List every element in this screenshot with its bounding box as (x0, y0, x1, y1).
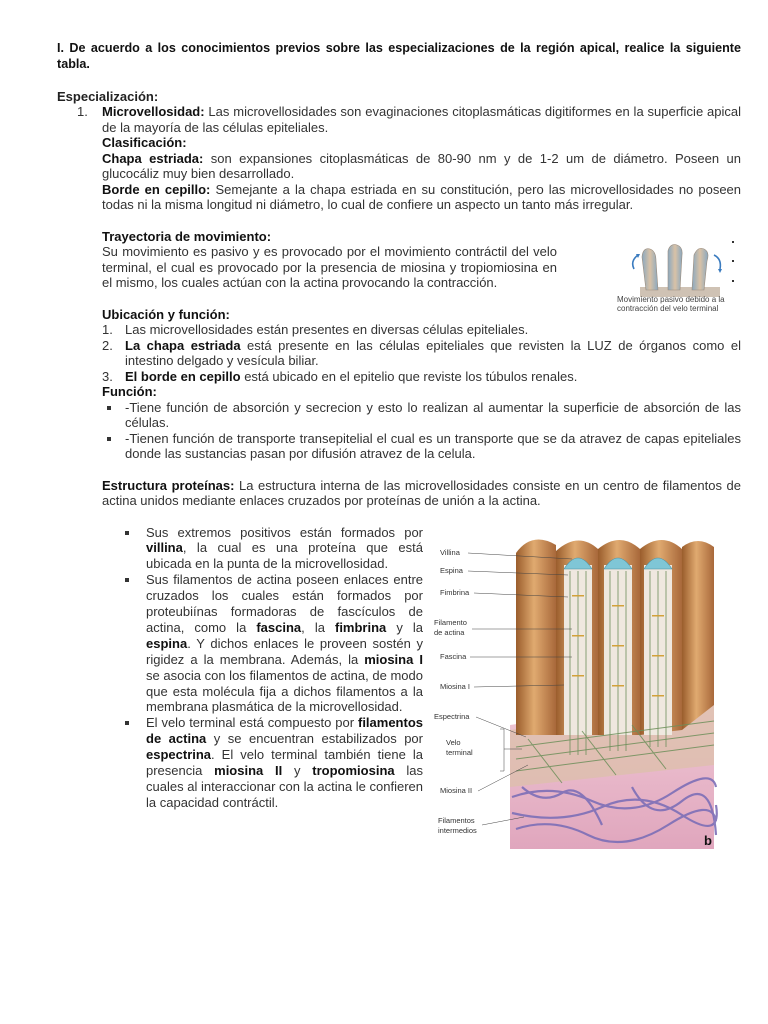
list-item: -Tiene función de absorción y secrecion y esto lo realizan al aumentar la superficie de absorción de las células. (57, 400, 741, 431)
trayectoria-text: Su movimiento es pasivo y es provocado por el movimiento contráctil del velo terminal, el cual es provocado por la presencia de miosina y tropiomiosina en el mismo, los cuales actúan con la actina provocando la contracción. (102, 244, 557, 290)
svg-text:Fascina: Fascina (440, 651, 467, 661)
ubicacion-heading: Ubicación y función: (102, 306, 230, 322)
list-item: Sus extremos positivos están formados por villina, la cual es una proteína que está ubicada en la punta de la microvellosidad. (57, 525, 423, 573)
list-item: Sus filamentos de actina poseen enlaces entre cruzados los cuales están formados por proteubiínas formadoras de fascículos de actina, como la fascina, la fimbrina y la espina. Y dichos enlaces le proveen sostén y rigidez a la membrana. Además, la miosina I se asocia con los filamentos de actina, de modo que esta molécula fija a dichos filamentos a la membrana plasmática de la microvellosidad. (57, 572, 423, 715)
estructura-detail (57, 525, 741, 865)
trayectoria-section (57, 228, 741, 313)
microvellosidad-item (57, 104, 741, 135)
svg-text:Miosina I: Miosina I (440, 681, 471, 691)
borde-cepillo-term: Borde en cepillo: (102, 181, 211, 197)
svg-text:Espina: Espina (440, 565, 463, 575)
ubicacion-list (57, 322, 741, 384)
document-page (57, 40, 741, 865)
estructura-term: Estructura proteínas: (102, 477, 235, 493)
svg-text:de actina: de actina (434, 627, 465, 637)
borde-cepillo-paragraph (57, 182, 741, 213)
clasificacion-heading: Clasificación: (102, 135, 187, 150)
borde-cepillo-text: Semejante a la chapa estriada en su constitución, pero las microvellosidades no poseen todas ni la misma longitud ni diámetro, lo cual de confiere un aspecto un tanto más irregular. (102, 181, 742, 212)
svg-text:Filamentos: Filamentos (438, 815, 475, 825)
svg-text:terminal: terminal (446, 747, 473, 757)
passive-movement-caption: Movimiento pasivo debido a la contracción del velo terminal (617, 294, 725, 313)
svg-text:Miosina II: Miosina II (440, 785, 473, 795)
estructura-text: La estructura interna de las microvellosidades consiste en un centro de filamentos de actina unidos mediante enlaces cruzados por proteínas de unión a la actina. (102, 477, 741, 508)
chapa-estriada-text: son expansiones citoplasmáticas de 80-90 nm y de 1-2 um de diámetro. Poseen un glucocáliz muy bien desarrollado. (102, 150, 741, 181)
svg-text:Villina: Villina (440, 547, 460, 557)
list-item: El velo terminal está compuesto por filamentos de actina y se encuentran estabilizados por espectrina. El velo terminal también tiene la presencia miosina II y tropomiosina las cuales al interaccionar con la actina le confieren la capacidad contráctil. (57, 715, 423, 810)
list-item: 3. El borde en cepillo está ubicado en el epitelio que reviste los túbulos renales. (102, 368, 578, 384)
funcion-heading: Función: (102, 384, 157, 399)
list-item: 1. Las microvellosidades están presentes en diversas células epiteliales. (102, 322, 529, 337)
item-number: 1. (77, 104, 88, 119)
list-item: -Tienen función de transporte transepitelial el cual es un transporte que se da atravez de capas epiteliales donde las sustancias pasan por difusión atravez de la celula. (57, 431, 741, 462)
microvillus-structure-figure (432, 525, 742, 865)
intro-instruction: I. De acuerdo a los conocimientos previos sobre las especializaciones de la región apical, realice la siguiente tabla. (57, 41, 741, 71)
svg-text:Filamento: Filamento (434, 617, 467, 627)
svg-text:Velo: Velo (446, 737, 461, 747)
chapa-estriada-term: Chapa estriada: (102, 150, 204, 166)
svg-text:intermedios: intermedios (438, 825, 477, 835)
microvellosidad-text: Las microvellosidades son evaginaciones citoplasmáticas digitiformes en la superficie apical de la mayoría de las células epiteliales. (102, 104, 741, 135)
microvellosidad-term: Microvellosidad: (102, 104, 205, 119)
chapa-estriada-paragraph (57, 151, 741, 182)
svg-text:Fimbrina: Fimbrina (440, 587, 470, 597)
list-item: 2. La chapa estriada está presente en las células epiteliales que revisten la LUZ de órganos como el intestino delgado y vesícula biliar. (102, 337, 741, 368)
estructura-bullets (57, 525, 423, 811)
estructura-paragraph (57, 478, 741, 509)
svg-text:Espectrina: Espectrina (434, 711, 470, 721)
svg-text:b: b (704, 832, 712, 848)
especializacion-heading: Especialización: (57, 89, 159, 104)
funcion-list (57, 400, 741, 462)
trayectoria-heading: Trayectoria de movimiento: (102, 228, 272, 244)
microvilli (516, 539, 714, 754)
